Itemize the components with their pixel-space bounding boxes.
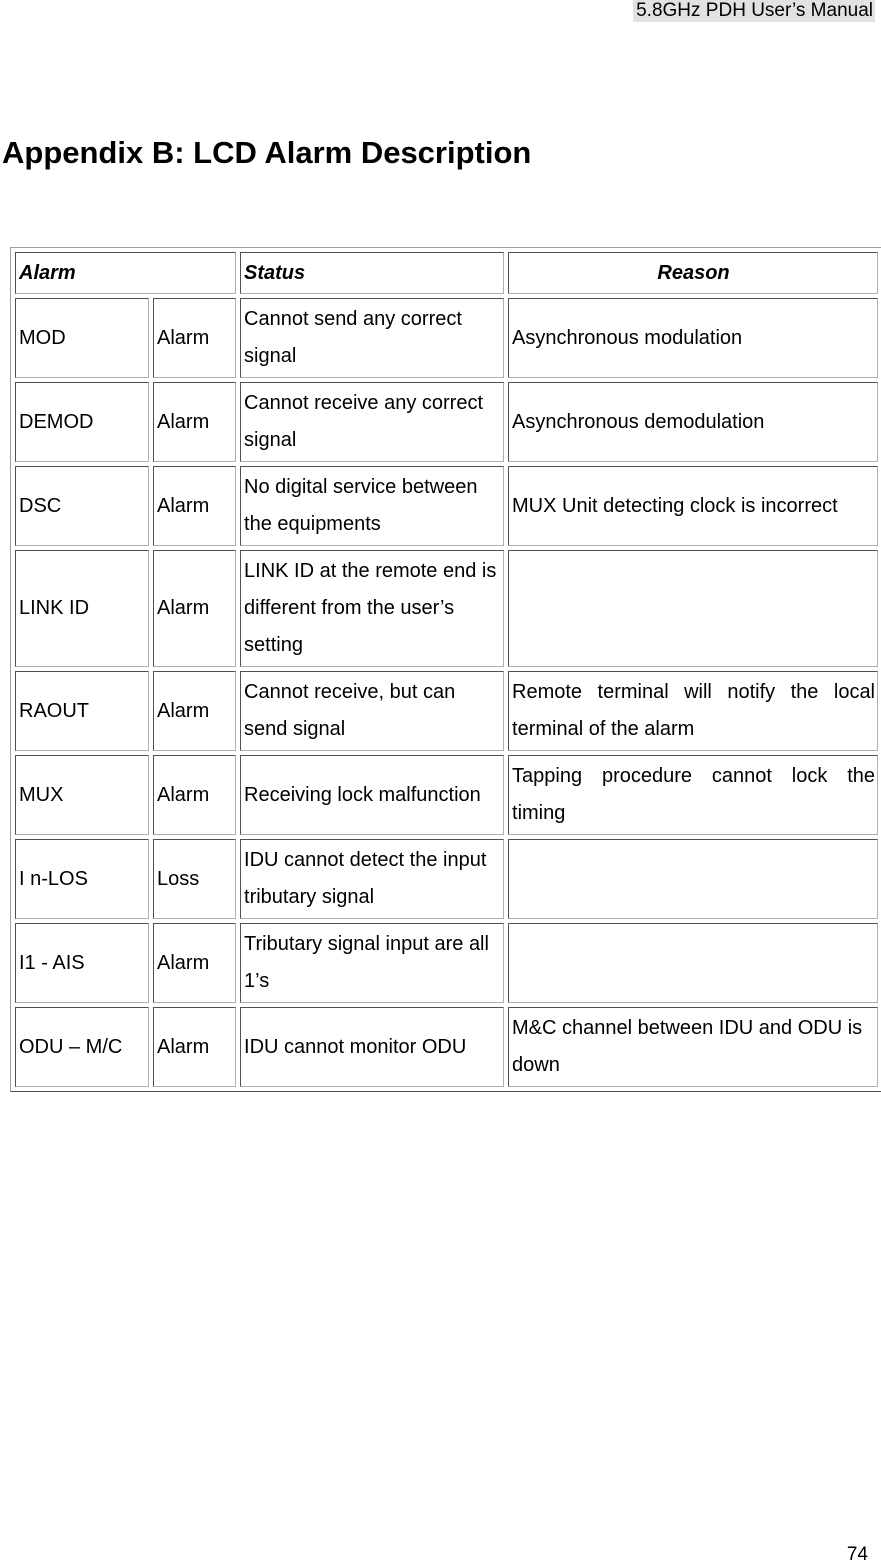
alarm-type-cell: Alarm — [153, 382, 236, 462]
reason-cell: M&C channel between IDU and ODU is down — [508, 1007, 878, 1087]
alarm-code-cell: RAOUT — [15, 671, 149, 751]
alarm-code-cell: ODU – M/C — [15, 1007, 149, 1087]
reason-cell: Remote terminal will notify the local terminal of the alarm — [508, 671, 878, 751]
status-cell: Tributary signal input are all 1’s — [240, 923, 504, 1003]
alarm-code-cell: DEMOD — [15, 382, 149, 462]
table-row — [15, 298, 878, 378]
status-cell: Receiving lock malfunction — [240, 755, 504, 835]
alarm-type-cell: Alarm — [153, 923, 236, 1003]
column-header-alarm: Alarm — [15, 252, 236, 294]
column-header-reason: Reason — [508, 252, 878, 294]
table-row — [15, 550, 878, 667]
page-title: Appendix B: LCD Alarm Description — [2, 135, 532, 170]
page-number: 74 — [846, 1544, 868, 1565]
table-row — [15, 839, 878, 919]
alarm-type-cell: Alarm — [153, 755, 236, 835]
reason-cell — [508, 550, 878, 667]
alarm-type-cell: Alarm — [153, 466, 236, 546]
running-header: 5.8GHz PDH User’s Manual — [633, 0, 875, 22]
status-cell: Cannot send any correct signal — [240, 298, 504, 378]
alarm-type-cell: Alarm — [153, 298, 236, 378]
alarm-code-cell: DSC — [15, 466, 149, 546]
reason-cell — [508, 839, 878, 919]
column-header-status: Status — [240, 252, 504, 294]
reason-cell: Tapping procedure cannot lock the timing — [508, 755, 878, 835]
alarm-code-cell: LINK ID — [15, 550, 149, 667]
table-header-row — [15, 252, 878, 294]
table-row — [15, 671, 878, 751]
status-cell: Cannot receive, but can send signal — [240, 671, 504, 751]
alarm-code-cell: I1 - AIS — [15, 923, 149, 1003]
status-cell: Cannot receive any correct signal — [240, 382, 504, 462]
table-row — [15, 755, 878, 835]
alarm-type-cell: Alarm — [153, 1007, 236, 1087]
reason-cell: Asynchronous demodulation — [508, 382, 878, 462]
alarm-code-cell: I n-LOS — [15, 839, 149, 919]
status-cell: LINK ID at the remote end is different from the user’s setting — [240, 550, 504, 667]
reason-cell: MUX Unit detecting clock is incorrect — [508, 466, 878, 546]
table-row — [15, 1007, 878, 1087]
table-row — [15, 382, 878, 462]
alarm-code-cell: MUX — [15, 755, 149, 835]
alarm-type-cell: Alarm — [153, 671, 236, 751]
reason-cell: Asynchronous modulation — [508, 298, 878, 378]
table-row — [15, 466, 878, 546]
status-cell: IDU cannot monitor ODU — [240, 1007, 504, 1087]
status-cell: No digital service between the equipments — [240, 466, 504, 546]
table-row — [15, 923, 878, 1003]
status-cell: IDU cannot detect the input tributary signal — [240, 839, 504, 919]
alarm-type-cell: Loss — [153, 839, 236, 919]
alarm-description-table — [10, 247, 881, 1092]
reason-cell — [508, 923, 878, 1003]
alarm-code-cell: MOD — [15, 298, 149, 378]
alarm-type-cell: Alarm — [153, 550, 236, 667]
